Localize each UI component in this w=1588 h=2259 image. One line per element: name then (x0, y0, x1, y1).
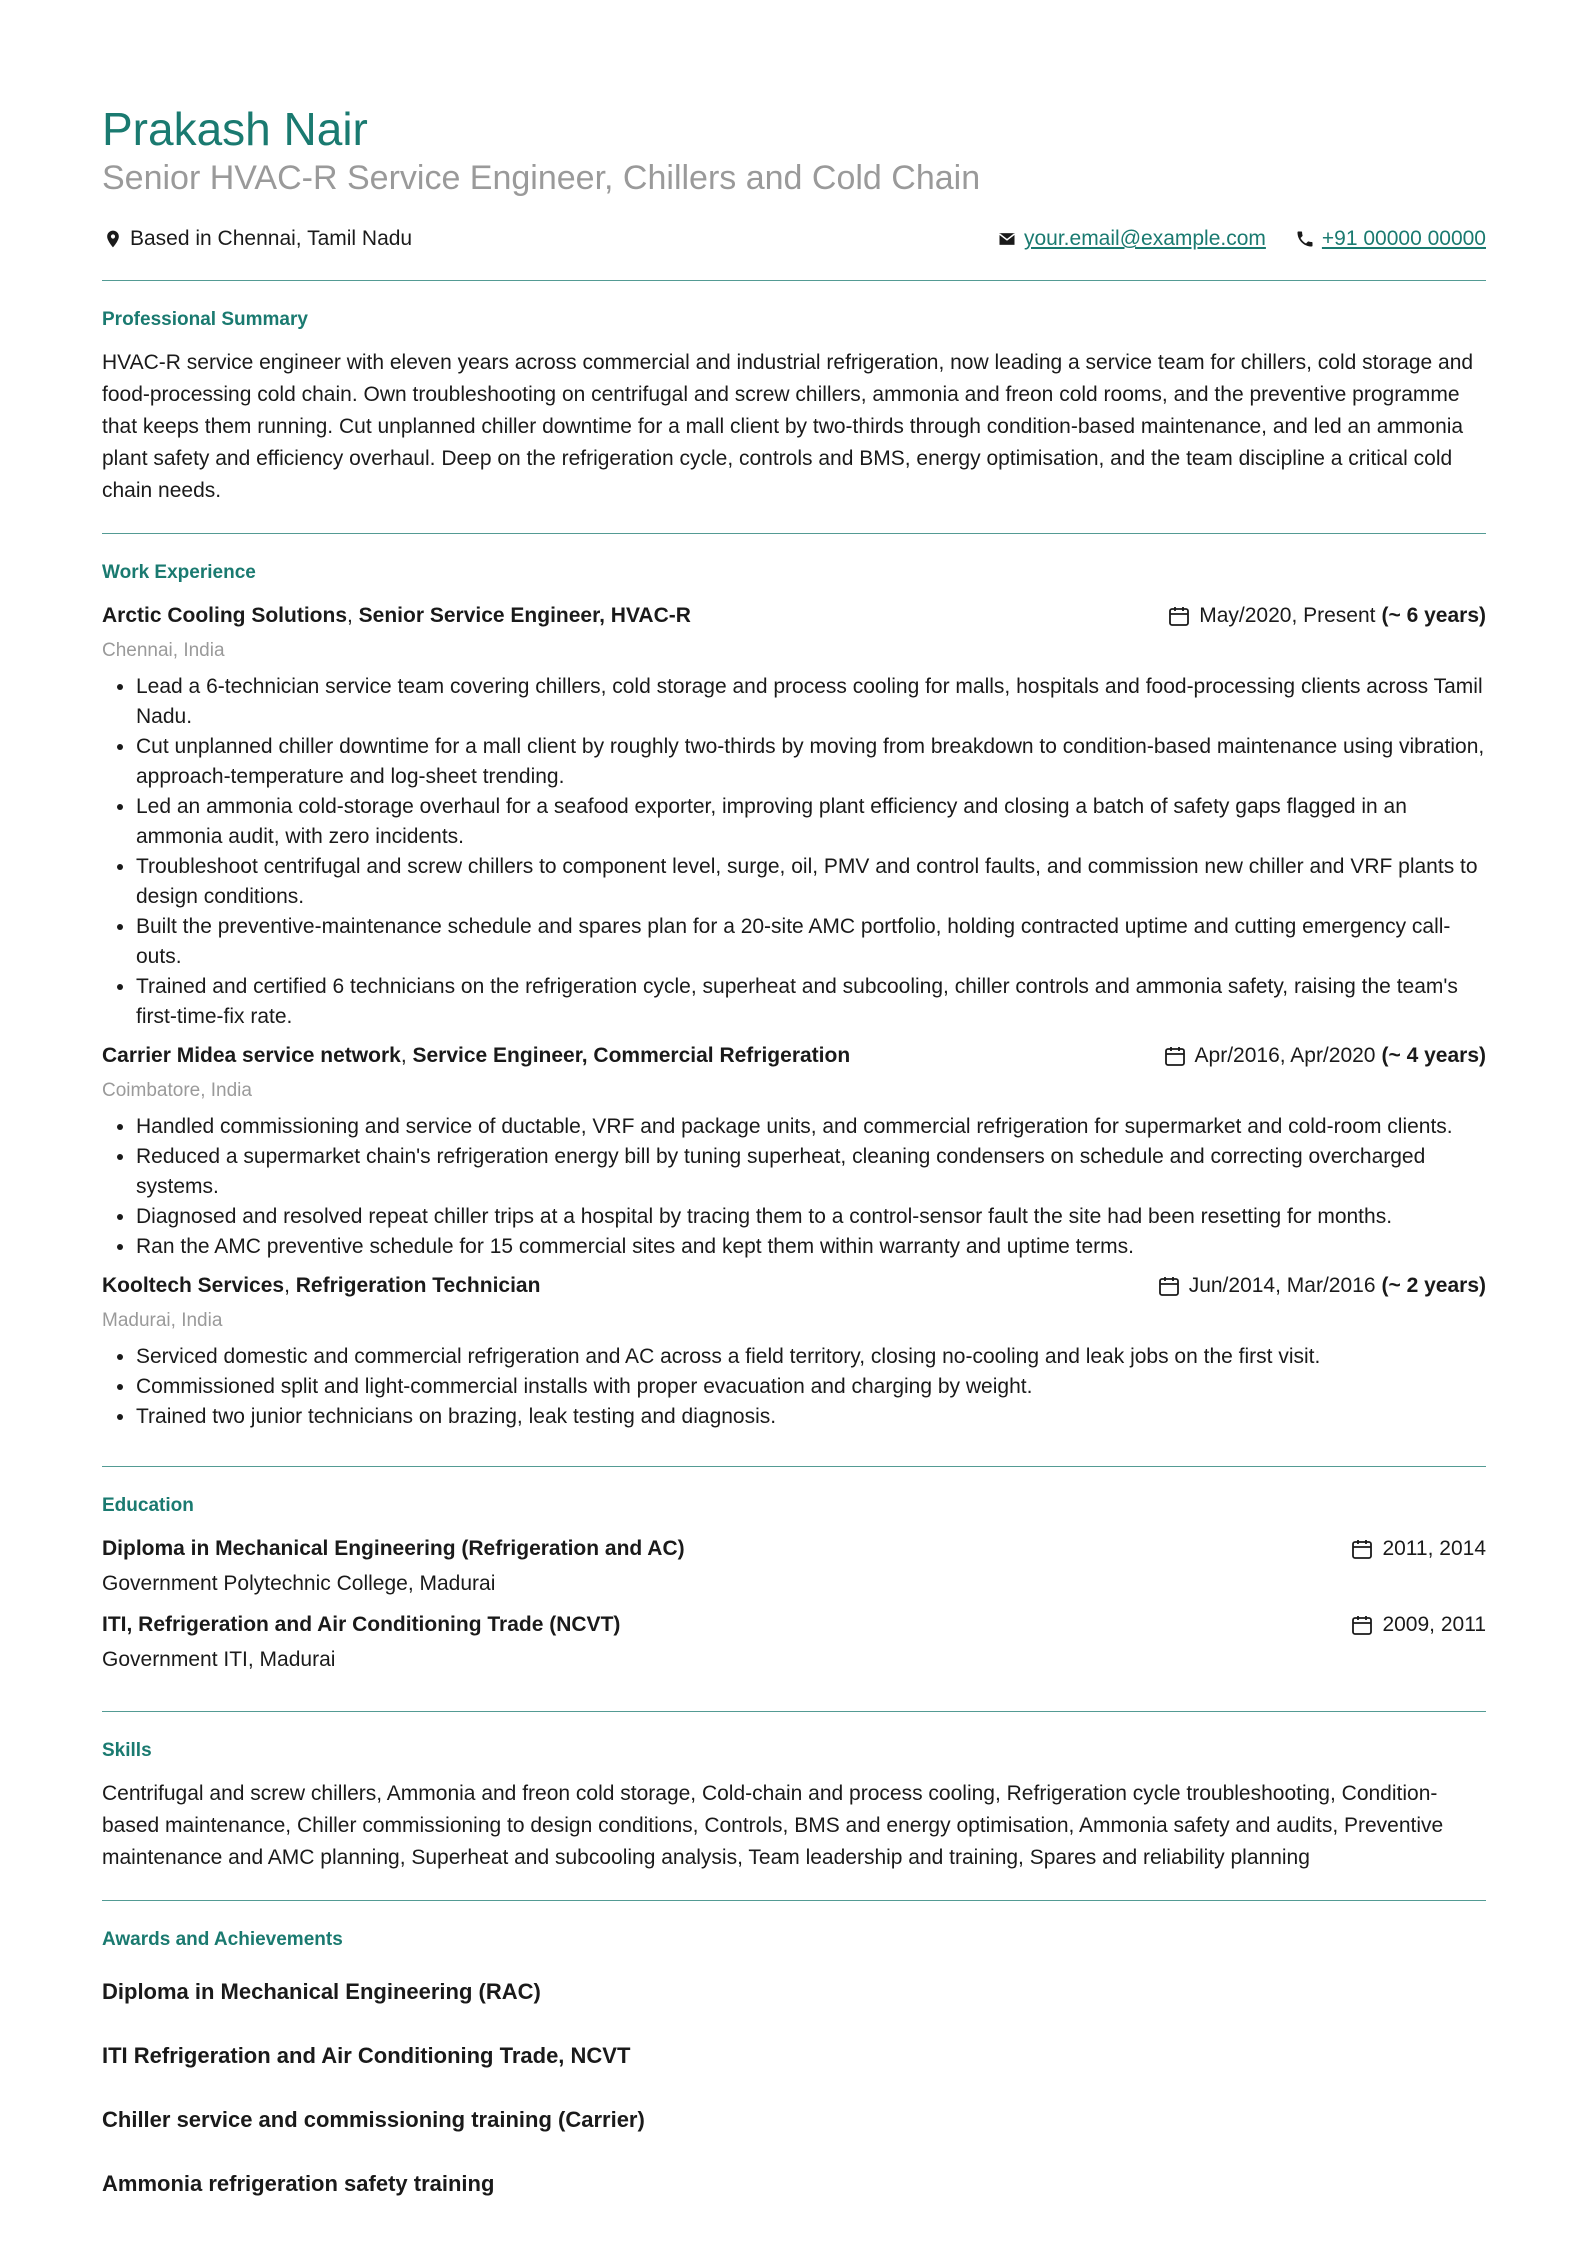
envelope-icon (996, 228, 1018, 250)
education-entry (102, 1533, 1486, 1599)
phone-icon (1294, 228, 1316, 250)
education-date-range: 2011, 2014 (1382, 1537, 1486, 1560)
contact-links (968, 227, 1486, 251)
email-block (996, 227, 1266, 251)
divider (102, 1900, 1486, 1901)
education-section (102, 1467, 1486, 1711)
skills-text: Centrifugal and screw chillers, Ammonia and freon cold storage, Cold-chain and process cooling, Refrigeration cycle troubleshooting, Condition-based maintenance, Chiller commissioning to design conditions, Controls, BMS and energy optimisation, Ammonia safety and audits, Preventive maintenance and AMC planning, Superheat and subcooling analysis, Team leadership and training, Spares and reliability planning (102, 1782, 1444, 1869)
education-date-range: 2009, 2011 (1382, 1613, 1486, 1636)
list-item: • Cut unplanned chiller downtime for a mall client by roughly two-thirds by moving from breakdown to condition-based maintenance using vibration, approach-temperature and log-sheet trending. (136, 732, 1486, 792)
contact-row (102, 224, 1486, 254)
job-title-line: Kooltech Services, Refrigeration Technician (102, 1274, 541, 1297)
candidate-headline: Senior HVAC-R Service Engineer, Chillers and Cold Chain (102, 159, 981, 197)
job-header (102, 1270, 1486, 1302)
job-entry (102, 1040, 1486, 1262)
award-item: Ammonia refrigeration safety training (102, 2171, 495, 2196)
job-title-line: Carrier Midea service network, Service Engineer, Commercial Refrigeration (102, 1044, 851, 1067)
calendar-icon (1157, 1274, 1181, 1298)
job-header (102, 1040, 1486, 1072)
job-location: Coimbatore, India (102, 1080, 252, 1101)
job-header (102, 600, 1486, 632)
job-dates (1157, 1270, 1486, 1302)
section-title-education: Education (102, 1495, 194, 1516)
job-date-range: Jun/2014, Mar/2016 (1188, 1274, 1376, 1297)
education-header (102, 1609, 1486, 1641)
education-dates (1350, 1533, 1486, 1565)
job-role: Refrigeration Technician (295, 1274, 541, 1297)
list-item: • Led an ammonia cold-storage overhaul for a seafood exporter, improving plant efficiency and closing a batch of safety gaps flagged in an ammonia audit, with zero incidents. (136, 792, 1486, 852)
job-company: Kooltech Services (102, 1274, 285, 1297)
divider (102, 533, 1486, 534)
job-duration: (~ 2 years) (1381, 1274, 1486, 1297)
job-date-range: Apr/2016, Apr/2020 (1194, 1044, 1376, 1067)
job-date-range: May/2020, Present (1199, 604, 1376, 627)
job-duration: (~ 6 years) (1381, 604, 1486, 627)
divider (102, 1466, 1486, 1467)
awards-section (102, 1901, 1486, 2259)
list-item: • Handled commissioning and service of ductable, VRF and package units, and commercial refrigeration for supermarket and cold-room clients. (136, 1112, 1486, 1142)
education-header (102, 1533, 1486, 1565)
education-dates (1350, 1609, 1486, 1641)
education-entry (102, 1609, 1486, 1675)
candidate-name: Prakash Nair (102, 103, 368, 155)
phone-block (1294, 227, 1486, 251)
section-title-awards: Awards and Achievements (102, 1929, 343, 1950)
job-title-line: Arctic Cooling Solutions, Senior Service Engineer, HVAC-R (102, 604, 691, 627)
skills-section (102, 1712, 1486, 1900)
list-item: • Trained two junior technicians on brazing, leak testing and diagnosis. (136, 1402, 1486, 1432)
experience-section (102, 534, 1486, 1466)
job-dates (1163, 1040, 1486, 1072)
map-pin-icon (102, 228, 124, 250)
list-item: • Lead a 6-technician service team covering chillers, cold storage and process cooling for malls, hospitals and food-processing clients across Tamil Nadu. (136, 672, 1486, 732)
job-company: Arctic Cooling Solutions (102, 604, 347, 627)
job-bullets (102, 672, 1486, 1032)
job-company: Carrier Midea service network (102, 1044, 401, 1067)
divider (102, 280, 1486, 281)
summary-text: HVAC-R service engineer with eleven years across commercial and industrial refrigeration, now leading a service team for chillers, cold storage and food-processing cold chain. Own troubleshooting on centrifugal and screw chillers, ammonia and freon cold rooms, and the preventive programme that keeps them running. Cut unplanned chiller downtime for a mall client by two-thirds through condition-based maintenance, and led an ammonia plant safety and efficiency overhaul. Deep on the refrigeration cycle, controls and BMS, energy optimisation, and the team discipline a critical cold chain needs. (102, 351, 1474, 502)
calendar-icon (1167, 604, 1191, 628)
location-block (102, 227, 412, 251)
list-item: • Troubleshoot centrifugal and screw chillers to component level, surge, oil, PMV and control faults, and commission new chiller and VRF plants to design conditions. (136, 852, 1486, 912)
calendar-icon (1163, 1044, 1187, 1068)
job-location: Chennai, India (102, 640, 225, 661)
phone-link[interactable]: +91 00000 00000 (1321, 227, 1486, 250)
list-item: • Trained and certified 6 technicians on the refrigeration cycle, superheat and subcooling, chiller controls and ammonia safety, raising the team's first-time-fix rate. (136, 972, 1486, 1032)
divider (102, 1711, 1486, 1712)
education-degree: Diploma in Mechanical Engineering (Refrigeration and AC) (102, 1537, 685, 1560)
list-item: • Built the preventive-maintenance schedule and spares plan for a 20-site AMC portfolio, holding contracted uptime and cutting emergency call-outs. (136, 912, 1486, 972)
list-item: • Serviced domestic and commercial refrigeration and AC across a field territory, closing no-cooling and leak jobs on the first visit. (136, 1342, 1486, 1372)
list-item: • Reduced a supermarket chain's refrigeration energy bill by tuning superheat, cleaning condensers on schedule and correcting overcharged systems. (136, 1142, 1486, 1202)
list-item: • Diagnosed and resolved repeat chiller trips at a hospital by tracing them to a control-sensor fault the site had been resetting for months. (136, 1202, 1486, 1232)
job-role: Service Engineer, Commercial Refrigeration (412, 1044, 851, 1067)
job-bullets (102, 1342, 1486, 1432)
job-location: Madurai, India (102, 1310, 223, 1331)
award-item: Chiller service and commissioning training (Carrier) (102, 2107, 645, 2132)
list-item: • Commissioned split and light-commercial installs with proper evacuation and charging by weight. (136, 1372, 1486, 1402)
job-role: Senior Service Engineer, HVAC-R (358, 604, 691, 627)
job-entry (102, 600, 1486, 1032)
email-link[interactable]: your.email@example.com (1023, 227, 1266, 250)
section-title-experience: Work Experience (102, 562, 256, 583)
job-bullets (102, 1112, 1486, 1262)
education-degree: ITI, Refrigeration and Air Conditioning Trade (NCVT) (102, 1613, 621, 1636)
list-item: • Ran the AMC preventive schedule for 15 commercial sites and kept them within warranty and uptime terms. (136, 1232, 1486, 1262)
calendar-icon (1350, 1613, 1374, 1637)
job-entry (102, 1270, 1486, 1432)
job-dates (1167, 600, 1486, 632)
section-title-skills: Skills (102, 1740, 152, 1761)
education-school: Government Polytechnic College, Madurai (102, 1572, 496, 1595)
award-item: Diploma in Mechanical Engineering (RAC) (102, 1979, 541, 2004)
summary-section (102, 281, 1486, 533)
education-school: Government ITI, Madurai (102, 1648, 336, 1671)
job-duration: (~ 4 years) (1381, 1044, 1486, 1067)
section-title-summary: Professional Summary (102, 309, 308, 330)
award-item: ITI Refrigeration and Air Conditioning Trade, NCVT (102, 2043, 631, 2068)
calendar-icon (1350, 1537, 1374, 1561)
location-text: Based in Chennai, Tamil Nadu (130, 227, 413, 250)
